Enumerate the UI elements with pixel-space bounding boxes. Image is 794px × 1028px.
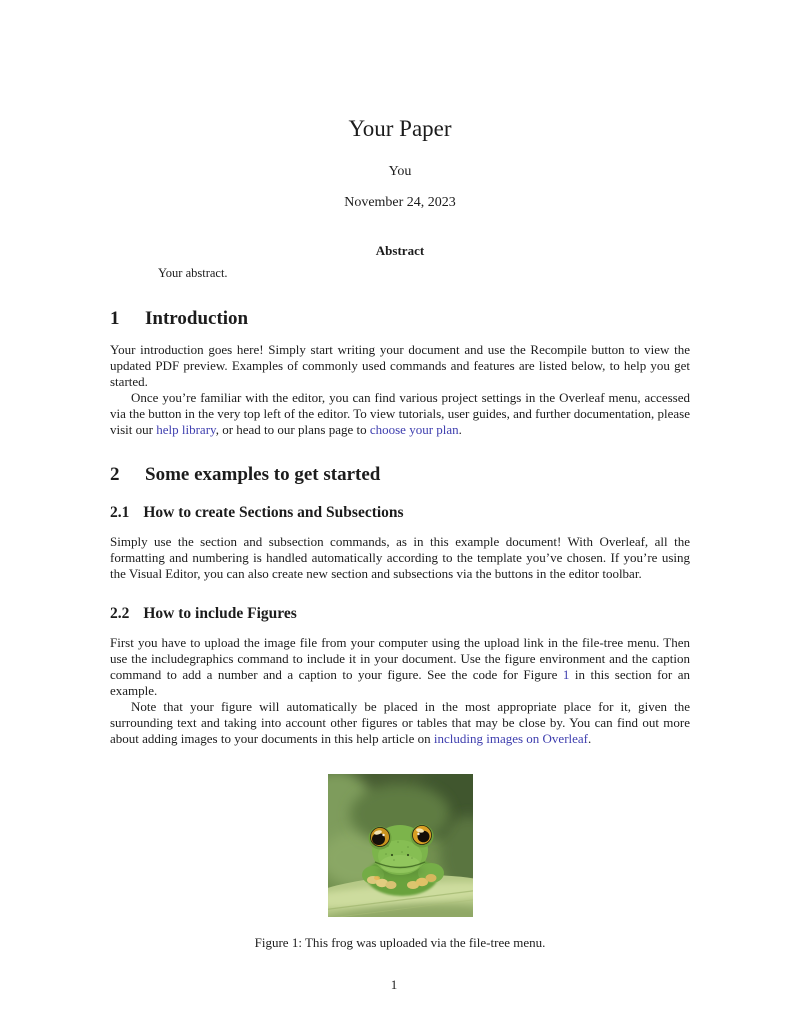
text-run: First you have to upload the image file from your computer using the upload link in the file-tree menu. Then use the includegraphics command to include it in your document. Use the figure environment and the caption command to add a number and a caption to your figure. See the code for Figure xyxy=(110,635,690,682)
figure-1 xyxy=(110,774,690,951)
section-heading-examples xyxy=(110,464,690,486)
paper-title: Your Paper xyxy=(348,116,452,141)
text-run: Simply use the section and subsection commands, as in this example document! With Overleaf, all the formatting and numbering is handled automatically according to the template you’ve chosen. If you’re using the Visual Editor, you can also create new section and subsections via the buttons in the editor toolbar. xyxy=(110,534,690,581)
text-run: Once you’re familiar with the editor, you can find various project settings in the Overleaf menu, accessed via the button in the very top left of the editor. To view tutorials, user guides, and further documentation, please visit our xyxy=(110,390,690,437)
paragraph xyxy=(110,534,690,582)
help-library-link[interactable]: help library xyxy=(156,422,216,437)
subsection-heading-sections xyxy=(110,503,690,522)
figure-caption: Figure 1: This frog was uploaded via the file-tree menu. xyxy=(254,935,546,950)
section-title: Introduction xyxy=(145,308,249,329)
text-run: Note that your figure will automatically be placed in the most appropriate place for it, given the surrounding text and taking into account other figures or tables that may be close by. You can find out more about adding images to your documents in this help article on xyxy=(110,699,690,746)
page-number: 1 xyxy=(390,977,398,992)
subsection-heading-figures xyxy=(110,604,690,623)
paragraph xyxy=(110,390,690,438)
subsection-number: 2.1 xyxy=(110,504,130,521)
text-run: . xyxy=(458,422,462,437)
abstract-heading: Abstract xyxy=(375,243,425,258)
subsection-title: How to include Figures xyxy=(143,605,297,622)
section-number: 1 xyxy=(110,308,120,329)
frog-photo xyxy=(328,774,473,917)
subsection-title: How to create Sections and Subsections xyxy=(143,504,404,521)
text-run: in this section for an example. xyxy=(110,667,690,698)
section-heading-introduction xyxy=(110,308,690,330)
title-block xyxy=(110,0,690,211)
subsection-number: 2.2 xyxy=(110,605,130,622)
section-title: Some examples to get started xyxy=(145,464,381,485)
figure-1-ref-link[interactable]: 1 xyxy=(562,667,570,682)
paper-date: November 24, 2023 xyxy=(344,195,456,210)
section-number: 2 xyxy=(110,464,120,485)
paragraph xyxy=(110,635,690,699)
including-images-link[interactable]: including images on Overleaf xyxy=(433,731,589,746)
text-run: . xyxy=(588,731,592,746)
paper-author: You xyxy=(388,164,412,179)
text-run: Your introduction goes here! Simply start writing your document and use the Recompile button to view the updated PDF preview. Examples of commonly used commands and features are listed below, to help you get started. xyxy=(110,342,690,389)
text-run: , or head to our plans page to xyxy=(215,422,370,437)
choose-your-plan-link[interactable]: choose your plan xyxy=(369,422,459,437)
paragraph xyxy=(110,342,690,390)
abstract-body: Your abstract. xyxy=(158,266,228,280)
paragraph xyxy=(110,699,690,747)
